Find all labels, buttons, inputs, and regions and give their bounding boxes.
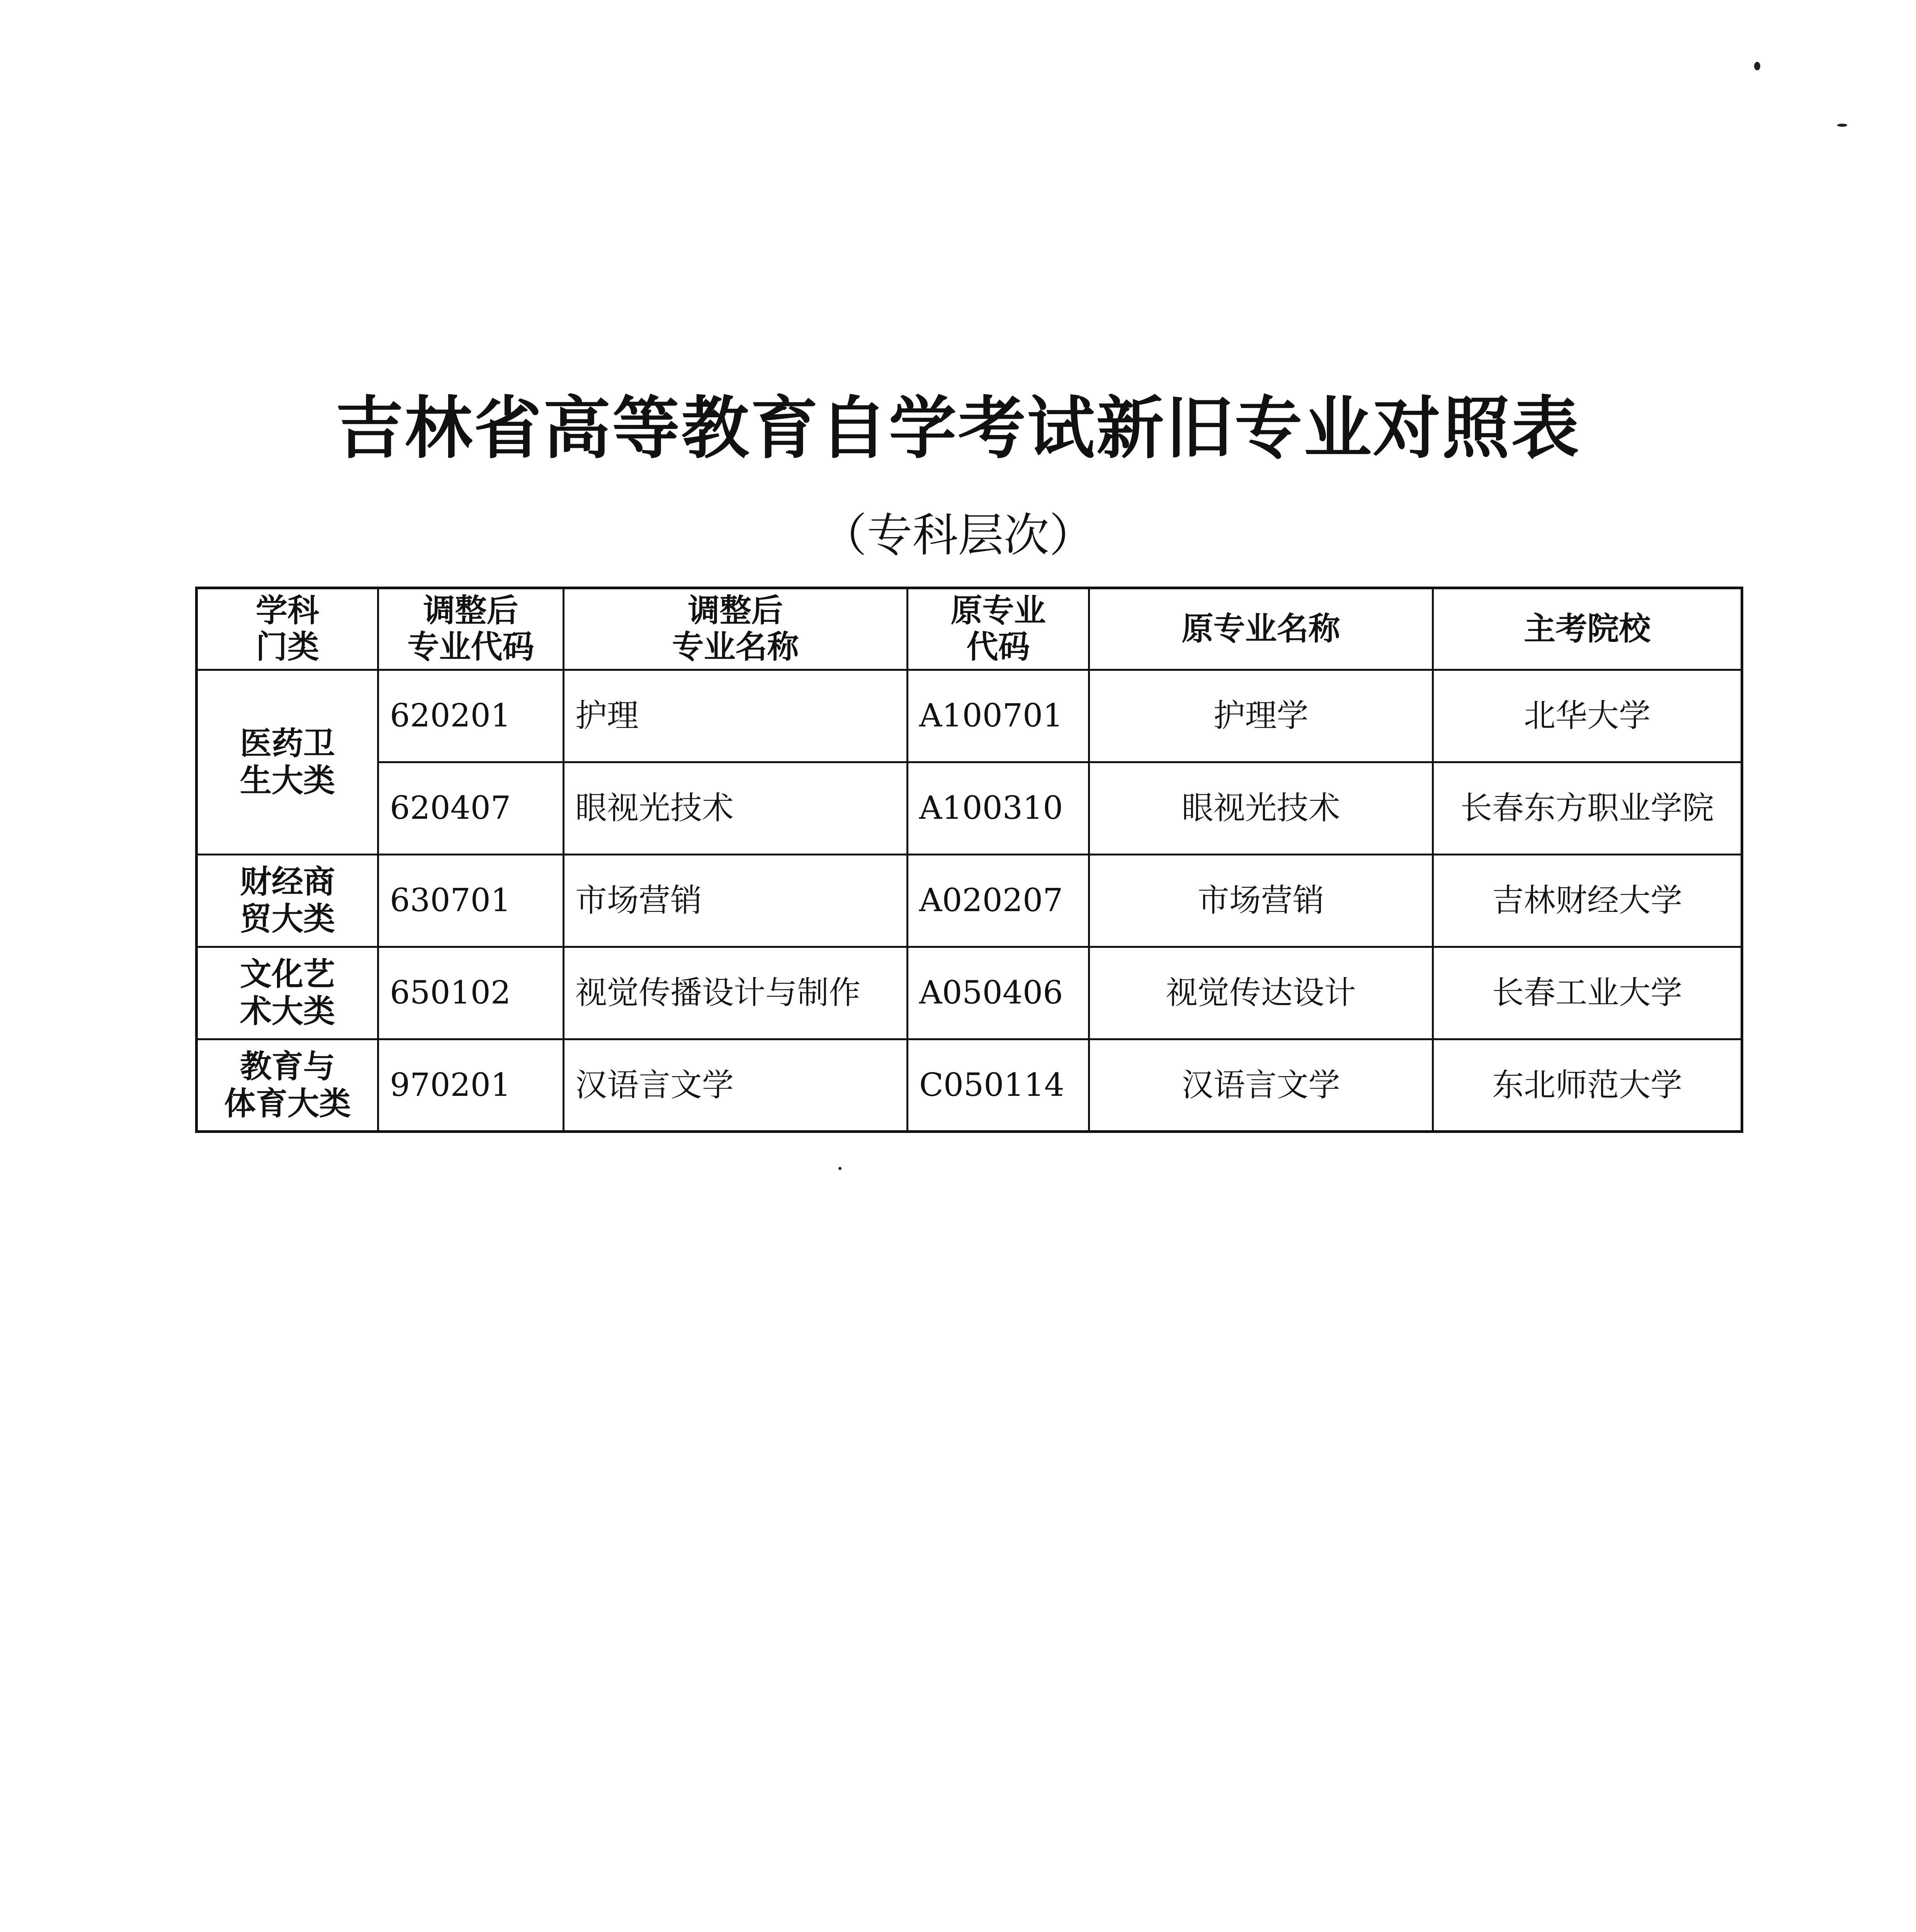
new-name-cell: 眼视光技术 (564, 762, 908, 855)
old-code-cell: A020207 (908, 855, 1089, 947)
header-category (197, 588, 378, 670)
old-name-cell: 市场营销 (1089, 855, 1433, 947)
header-school: 主考院校 (1433, 588, 1742, 670)
scan-speck (838, 1167, 842, 1170)
new-code-cell: 650102 (378, 947, 564, 1039)
header-old-code-line2: 代码 (966, 629, 1030, 665)
old-name-cell: 眼视光技术 (1089, 762, 1433, 855)
school-cell: 北华大学 (1433, 670, 1742, 762)
category-line2: 生大类 (240, 762, 335, 799)
old-code-cell: A100310 (908, 762, 1089, 855)
category-line1: 财经商 (240, 864, 335, 900)
table-row (197, 1039, 1742, 1132)
scan-speck (1754, 62, 1760, 70)
old-code-cell: A050406 (908, 947, 1089, 1039)
new-name-cell: 市场营销 (564, 855, 908, 947)
header-new-name (564, 588, 908, 670)
old-name-cell: 护理学 (1089, 670, 1433, 762)
new-name-cell: 汉语言文学 (564, 1039, 908, 1132)
category-cell (197, 855, 378, 947)
header-new-name-line2: 专业名称 (672, 629, 799, 665)
header-new-code-line2: 专业代码 (407, 629, 534, 665)
new-code-cell: 620407 (378, 762, 564, 855)
table-row (197, 947, 1742, 1039)
category-cell (197, 947, 378, 1039)
table-row (197, 855, 1742, 947)
header-category-line2: 门类 (255, 629, 319, 665)
category-line2: 术大类 (240, 993, 335, 1030)
school-cell: 吉林财经大学 (1433, 855, 1742, 947)
header-old-code (908, 588, 1089, 670)
new-code-cell: 970201 (378, 1039, 564, 1132)
school-cell: 长春东方职业学院 (1433, 762, 1742, 855)
new-name-cell: 视觉传播设计与制作 (564, 947, 908, 1039)
new-code-cell: 620201 (378, 670, 564, 762)
category-line2: 贸大类 (240, 901, 335, 937)
category-cell (197, 670, 378, 855)
header-new-code (378, 588, 564, 670)
table-row (197, 670, 1742, 762)
header-new-code-line1: 调整后 (423, 592, 519, 629)
new-code-cell: 630701 (378, 855, 564, 947)
category-line1: 文化艺 (240, 956, 335, 993)
header-new-name-line1: 调整后 (688, 592, 783, 629)
category-line1: 教育与 (240, 1048, 335, 1085)
old-code-cell: C050114 (908, 1039, 1089, 1132)
category-line2: 体育大类 (224, 1085, 351, 1122)
old-code-cell: A100701 (908, 670, 1089, 762)
table-row (197, 762, 1742, 855)
table-header-row (197, 588, 1742, 670)
old-name-cell: 视觉传达设计 (1089, 947, 1433, 1039)
major-comparison-table (195, 587, 1743, 1133)
old-name-cell: 汉语言文学 (1089, 1039, 1433, 1132)
category-line1: 医药卫 (240, 725, 335, 762)
header-category-line1: 学科 (255, 592, 319, 629)
scan-speck (1837, 124, 1847, 127)
category-cell (197, 1039, 378, 1132)
header-old-name: 原专业名称 (1089, 588, 1433, 670)
school-cell: 东北师范大学 (1433, 1039, 1742, 1132)
new-name-cell: 护理 (564, 670, 908, 762)
document-title: 吉林省高等教育自学考试新旧专业对照表 (335, 389, 1581, 468)
header-old-code-line1: 原专业 (950, 592, 1046, 629)
document-subtitle: （专科层次） (821, 509, 1095, 562)
school-cell: 长春工业大学 (1433, 947, 1742, 1039)
